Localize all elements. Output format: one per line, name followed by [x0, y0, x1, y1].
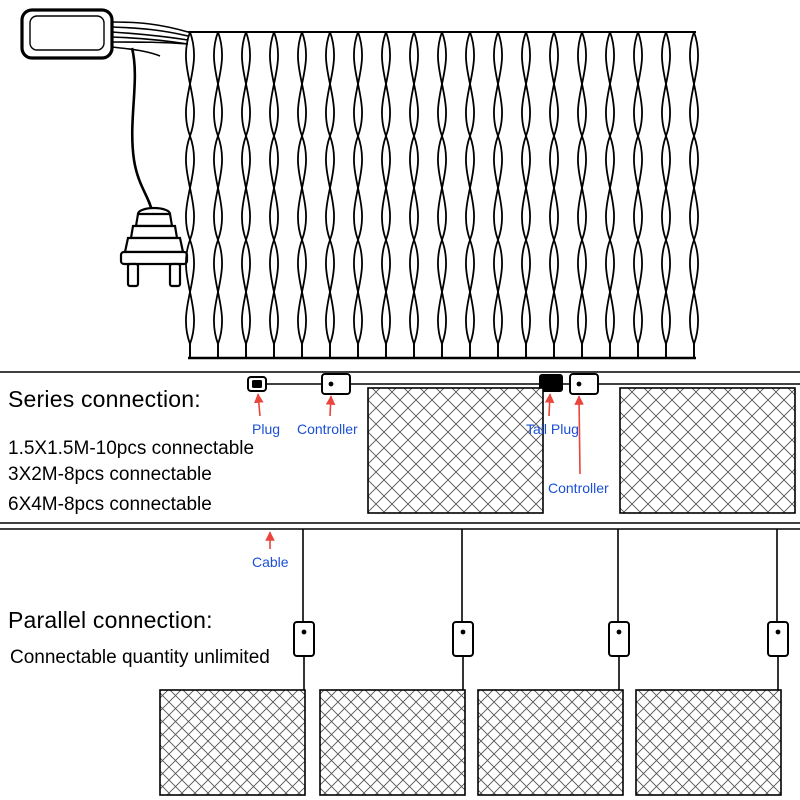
series-net-panel-2	[620, 388, 795, 513]
callout-controller-1: Controller	[297, 421, 358, 437]
parallel-controller-1-icon	[294, 622, 314, 656]
series-spec-3: 6X4M-8pcs connectable	[8, 494, 212, 515]
series-spec-2: 3X2M-8pcs connectable	[8, 464, 212, 485]
parallel-connection-heading: Parallel connection:	[8, 607, 213, 633]
series-connection-heading: Series connection:	[8, 386, 201, 412]
top-wire-fan	[112, 22, 188, 56]
series-net-panel-1	[368, 388, 543, 513]
callout-cable: Cable	[252, 554, 289, 570]
parallel-controller-4-icon	[768, 622, 788, 656]
top-wall-plug	[121, 208, 187, 286]
parallel-controller-3-icon	[609, 622, 629, 656]
callout-tail-plug: Tail Plug	[526, 421, 579, 437]
series-controller-1-icon	[322, 374, 350, 394]
series-controller-2-icon	[570, 374, 598, 394]
callout-controller-2: Controller	[548, 480, 609, 496]
parallel-net-panel-2	[320, 690, 465, 795]
series-plug-icon	[248, 377, 266, 391]
callout-plug: Plug	[252, 421, 281, 437]
top-net-light	[22, 10, 698, 358]
parallel-controller-2-icon	[453, 622, 473, 656]
parallel-net-panel-3	[478, 690, 623, 795]
parallel-net-panel-4	[636, 690, 781, 795]
series-spec-1: 1.5X1.5M-10pcs connectable	[8, 438, 255, 459]
parallel-connection-note: Connectable quantity unlimited	[10, 647, 270, 668]
top-net-mesh-vertical	[186, 32, 698, 358]
series-connection-diagram	[248, 374, 800, 513]
top-controller-box	[22, 10, 112, 58]
top-power-cord	[132, 48, 152, 212]
parallel-net-panel-1	[160, 690, 305, 795]
